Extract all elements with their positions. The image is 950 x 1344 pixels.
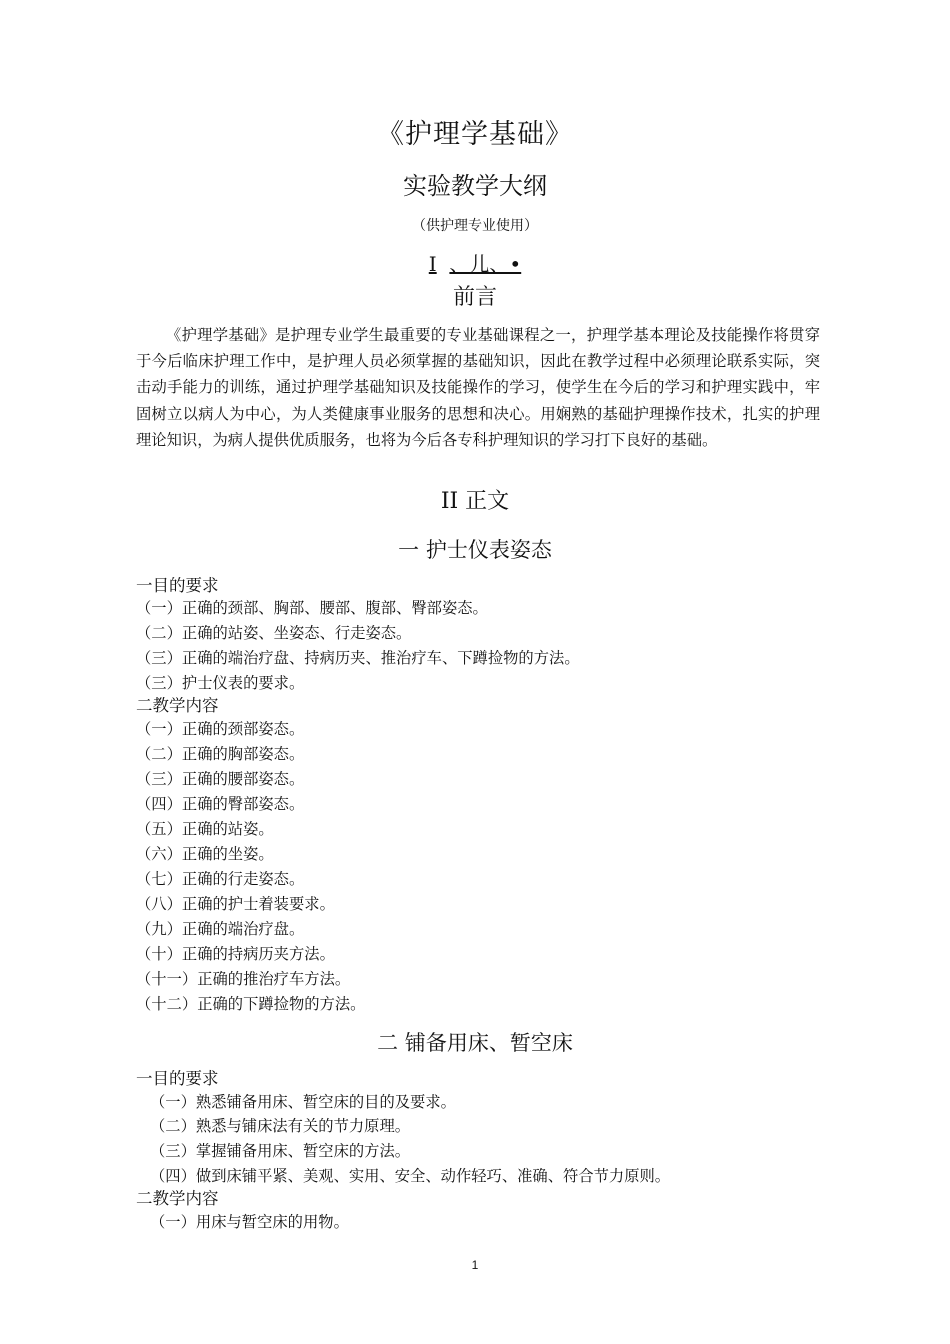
section1-content-item: （九）正确的端治疗盘。 xyxy=(136,920,305,938)
section1-goal-item: （三）正确的端治疗盘、持病历夹、推治疗车、下蹲捡物的方法。 xyxy=(136,649,580,667)
section2-goal-item: （一）熟悉铺备用床、暂空床的目的及要求。 xyxy=(150,1093,456,1111)
section1-content-item: （一）正确的颈部姿态。 xyxy=(136,720,305,738)
section1-content-item: （六）正确的坐姿。 xyxy=(136,845,274,863)
section1-content-item: （二）正确的胸部姿态。 xyxy=(136,745,305,763)
section-mark-roman: I xyxy=(428,252,437,276)
section1-content-item: （五）正确的站姿。 xyxy=(136,820,274,838)
page-number: 1 xyxy=(471,1258,479,1272)
section-mark-rest: 、儿、• xyxy=(449,252,522,276)
preface-heading: 前言 xyxy=(452,285,497,310)
section1-goal-heading: 一目的要求 xyxy=(136,576,219,595)
section2-content-heading: 二教学内容 xyxy=(136,1189,219,1208)
section1-content-item: （十一）正确的推治疗车方法。 xyxy=(136,970,351,988)
section1-content-item: （三）正确的腰部姿态。 xyxy=(136,770,305,788)
section1-content-item: （十）正确的持病历夹方法。 xyxy=(136,945,335,963)
preface-paragraph: 《护理学基础》是护理专业学生最重要的专业基础课程之一，护理学基本理论及技能操作将贯穿于今后临床护理工作中，是护理人员必须掌握的基础知识，因此在教学过程中必须理论联系实际，突击动手能力的训练，通过护理学基础知识及技能操作的学习，使学生在今后的学习和护理实践中，牢固树立以病人为中心，为人类健康事业服务的思想和决心。用娴熟的基础护理操作技术，扎实的护理理论知识，为病人提供优质服务，也将为今后各专科护理知识的学习打下良好的基础。 xyxy=(136,326,820,449)
section2-content-item: （一）用床与暂空床的用物。 xyxy=(150,1213,349,1231)
section1-content-item: （十二）正确的下蹲捡物的方法。 xyxy=(136,995,366,1013)
section1-content-item: （七）正确的行走姿态。 xyxy=(136,870,305,888)
section1-content-item: （四）正确的臀部姿态。 xyxy=(136,795,305,813)
section1-content-heading: 二教学内容 xyxy=(136,696,219,715)
section1-goal-item: （三）护士仪表的要求。 xyxy=(136,674,305,692)
section2-goal-item: （二）熟悉与铺床法有关的节力原理。 xyxy=(150,1117,411,1135)
section1-heading: 一 护士仪表姿态 xyxy=(398,538,552,562)
section2-heading: 二 铺备用床、暂空床 xyxy=(377,1031,573,1055)
document-subtitle: 实验教学大纲 xyxy=(403,172,547,200)
section1-goal-item: （二）正确的站姿、坐姿态、行走姿态。 xyxy=(136,624,412,642)
usage-note: （供护理专业使用） xyxy=(412,218,538,234)
body-heading: II 正文 xyxy=(440,489,510,514)
section2-goal-heading: 一目的要求 xyxy=(136,1069,219,1088)
document-title: 《护理学基础》 xyxy=(377,119,573,150)
section2-goal-item: （三）掌握铺备用床、暂空床的方法。 xyxy=(150,1142,411,1160)
section1-goal-item: （一）正确的颈部、胸部、腰部、腹部、臀部姿态。 xyxy=(136,599,488,617)
section-mark xyxy=(0,248,950,277)
section1-content-item: （八）正确的护士着装要求。 xyxy=(136,895,335,913)
section2-goal-item: （四）做到床铺平紧、美观、实用、安全、动作轻巧、准确、符合节力原则。 xyxy=(150,1167,671,1185)
